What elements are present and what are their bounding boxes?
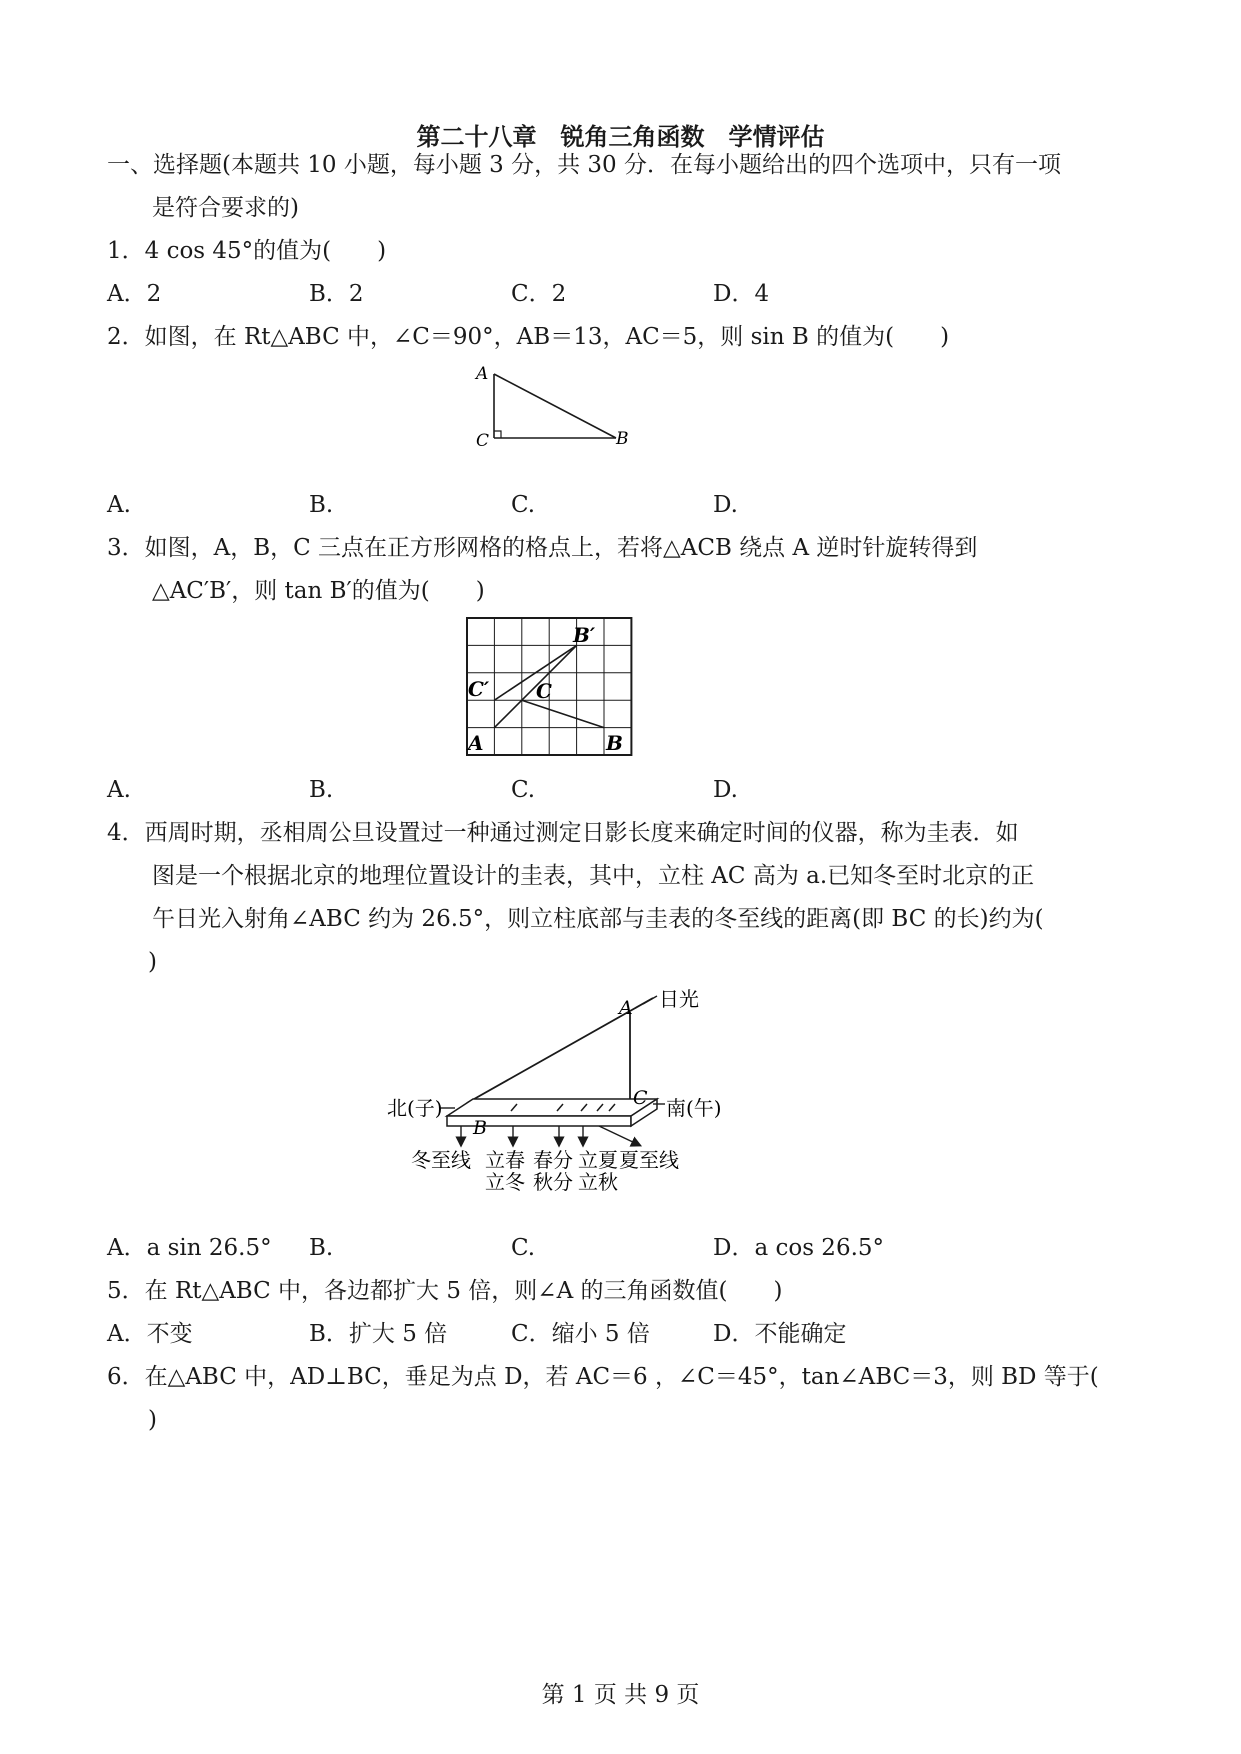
q5-option-c: C．缩小 5 倍	[511, 1321, 650, 1347]
q4-label-b: B	[473, 1117, 487, 1139]
q4-label-lichun: 立春	[485, 1148, 525, 1172]
question-3-stem-line2: △AC′B′，则 tan B′的值为( )	[152, 578, 485, 604]
q3-label-a: A	[468, 731, 484, 755]
q4-label-lidong: 立冬	[485, 1170, 525, 1194]
q2-side-ab	[494, 374, 616, 438]
q4-label-north: 北(子)	[387, 1096, 443, 1120]
q4-label-south: 南(午)	[666, 1096, 722, 1120]
q4-option-b: B.	[309, 1235, 334, 1261]
question-5-stem: 5．在 Rt△ABC 中，各边都扩大 5 倍，则∠A 的三角函数值( )	[107, 1278, 783, 1304]
question-6-stem-line1: 6．在△ABC 中，AD⊥BC，垂足为点 D，若 AC＝6 ，∠C＝45°，tan∠ABC＝3，则 BD 等于(	[107, 1364, 1099, 1390]
question-4-stem-line1: 4．西周时期，丞相周公旦设置过一种通过测定日影长度来确定时间的仪器，称为圭表．如	[107, 820, 1019, 846]
q3-label-b-prime: B′	[573, 623, 596, 647]
q5-option-a: A．不变	[107, 1321, 193, 1347]
q4-option-a: A．a sin 26.5°	[107, 1235, 272, 1261]
q5-option-d: D．不能确定	[713, 1321, 847, 1347]
section-heading-line1: 一、选择题(本题共 10 小题，每小题 3 分，共 30 分．在每小题给出的四个选项中，只有一项	[107, 152, 1062, 178]
q3-label-c: C	[536, 679, 552, 703]
q4-label-c: C	[633, 1087, 648, 1109]
q3-option-d: D.	[713, 777, 738, 803]
q4-gnomon-figure	[385, 984, 725, 1199]
q3-option-c: C.	[511, 777, 536, 803]
q1-option-d: D．4	[713, 281, 770, 307]
q1-option-a: A．2	[107, 281, 162, 307]
q2-label-c: C	[476, 431, 490, 451]
q2-triangle-figure	[470, 360, 640, 455]
question-4-stem-line3: 午日光入射角∠ABC 约为 26.5°，则立柱底部与圭表的冬至线的距离(即 BC 的长)约为(	[152, 906, 1044, 932]
q3-option-b: B.	[309, 777, 334, 803]
q4-label-lixia: 立夏	[578, 1148, 618, 1172]
q2-label-b: B	[616, 429, 629, 449]
q4-option-c: C.	[511, 1235, 536, 1261]
q2-label-a: A	[476, 364, 489, 384]
q4-label-qiufen: 秋分	[533, 1170, 573, 1194]
q2-option-b: B.	[309, 492, 334, 518]
section-heading-line2: 是符合要求的)	[152, 195, 299, 221]
question-1-stem: 1．4 cos 45°的值为( )	[107, 238, 387, 264]
q3-grid-figure	[460, 612, 645, 762]
q4-label-summer-solstice: 夏至线	[619, 1148, 679, 1172]
q3-option-a: A.	[107, 777, 131, 803]
question-2-stem: 2．如图，在 Rt△ABC 中，∠C＝90°，AB＝13，AC＝5，则 sin B 的值为( )	[107, 324, 950, 350]
page-footer: 第 1 页 共 9 页	[541, 1682, 700, 1708]
q2-right-angle-mark	[494, 431, 501, 438]
q3-label-b: B	[606, 731, 623, 755]
q1-option-b: B．2	[309, 281, 364, 307]
q4-label-chunfen: 春分	[533, 1148, 573, 1172]
q4-sun-leader	[643, 996, 657, 1004]
q4-option-d: D．a cos 26.5°	[713, 1235, 885, 1261]
question-6-stem-line2: )	[148, 1407, 157, 1433]
question-3-stem-line1: 3．如图，A，B，C 三点在正方形网格的格点上，若将△ACB 绕点 A 逆时针旋转得到	[107, 535, 978, 561]
q3-label-c-prime: C′	[468, 677, 490, 701]
q3-segment-cb	[522, 700, 604, 727]
q1-option-c: C．2	[511, 281, 567, 307]
question-4-stem-line2: 图是一个根据北京的地理位置设计的圭表，其中，立柱 AC 高为 a.已知冬至时北京的正	[152, 863, 1035, 889]
q4-slab-top	[447, 1099, 657, 1116]
q2-option-a: A.	[107, 492, 131, 518]
q5-option-b: B．扩大 5 倍	[309, 1321, 448, 1347]
q4-label-winter-solstice: 冬至线	[411, 1148, 471, 1172]
q4-label-sunlight: 日光	[659, 987, 699, 1011]
q2-option-c: C.	[511, 492, 536, 518]
q4-arrows	[461, 1126, 637, 1144]
page-title: 第二十八章 锐角三角函数 学情评估	[416, 122, 825, 151]
q2-option-d: D.	[713, 492, 738, 518]
q4-label-liqiu: 立秋	[578, 1170, 618, 1194]
question-4-stem-line4: )	[148, 949, 157, 975]
q4-label-a: A	[619, 997, 633, 1019]
